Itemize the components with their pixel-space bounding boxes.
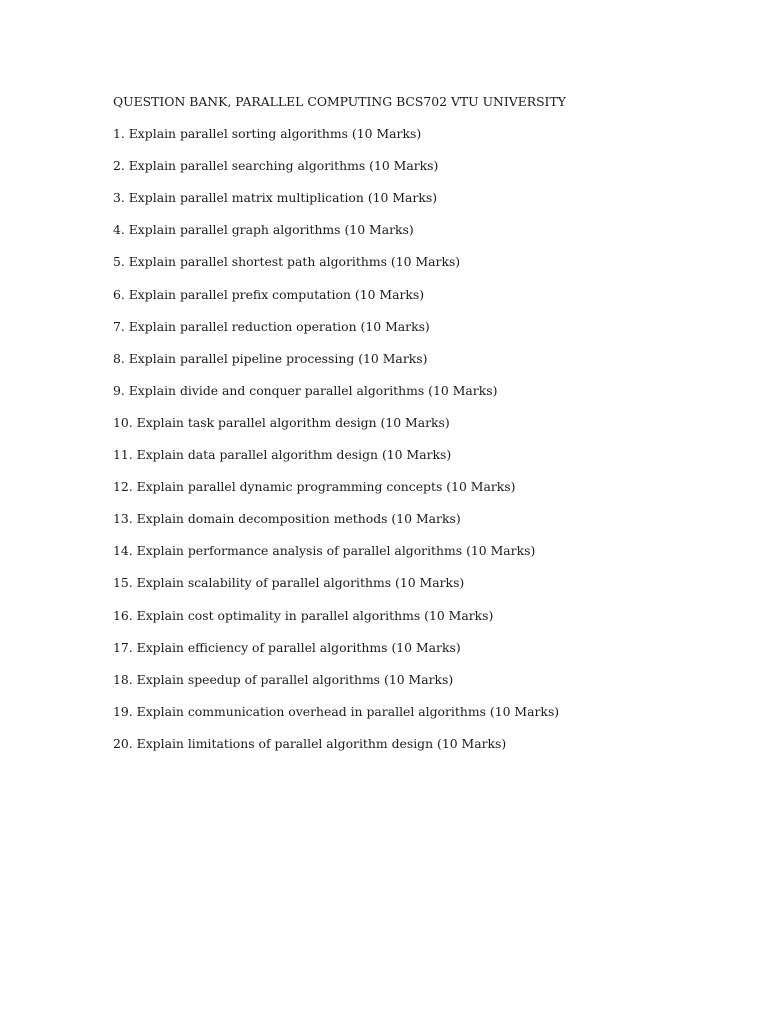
question-item-2: 2. Explain parallel searching algorithms (10 Marks) xyxy=(113,158,439,174)
question-item-10: 10. Explain task parallel algorithm design (10 Marks) xyxy=(113,414,450,430)
question-item-15: 15. Explain scalability of parallel algorithms (10 Marks) xyxy=(113,575,465,591)
question-item-6: 6. Explain parallel prefix computation (10 Marks) xyxy=(113,286,425,302)
question-item-19: 19. Explain communication overhead in parallel algorithms (10 Marks) xyxy=(113,703,560,719)
question-item-14: 14. Explain performance analysis of parallel algorithms (10 Marks) xyxy=(113,543,536,559)
question-item-12: 12. Explain parallel dynamic programming concepts (10 Marks) xyxy=(113,479,516,495)
question-item-18: 18. Explain speedup of parallel algorithms (10 Marks) xyxy=(113,671,454,687)
question-item-7: 7. Explain parallel reduction operation (10 Marks) xyxy=(113,318,430,334)
question-item-4: 4. Explain parallel graph algorithms (10 Marks) xyxy=(113,222,414,238)
question-item-3: 3. Explain parallel matrix multiplication (10 Marks) xyxy=(113,190,438,206)
question-item-5: 5. Explain parallel shortest path algorithms (10 Marks) xyxy=(113,254,461,270)
question-item-13: 13. Explain domain decomposition methods (10 Marks) xyxy=(113,511,461,527)
question-item-17: 17. Explain efficiency of parallel algorithms (10 Marks) xyxy=(113,639,461,655)
document-title: QUESTION BANK, PARALLEL COMPUTING BCS702 VTU UNIVERSITY xyxy=(113,94,566,109)
question-item-9: 9. Explain divide and conquer parallel algorithms (10 Marks) xyxy=(113,382,498,398)
question-item-8: 8. Explain parallel pipeline processing (10 Marks) xyxy=(113,350,428,366)
question-item-20: 20. Explain limitations of parallel algorithm design (10 Marks) xyxy=(113,735,507,751)
question-item-16: 16. Explain cost optimality in parallel algorithms (10 Marks) xyxy=(113,607,494,623)
question-item-1: 1. Explain parallel sorting algorithms (10 Marks) xyxy=(113,126,422,142)
question-item-11: 11. Explain data parallel algorithm design (10 Marks) xyxy=(113,447,452,463)
document-body xyxy=(113,92,733,766)
